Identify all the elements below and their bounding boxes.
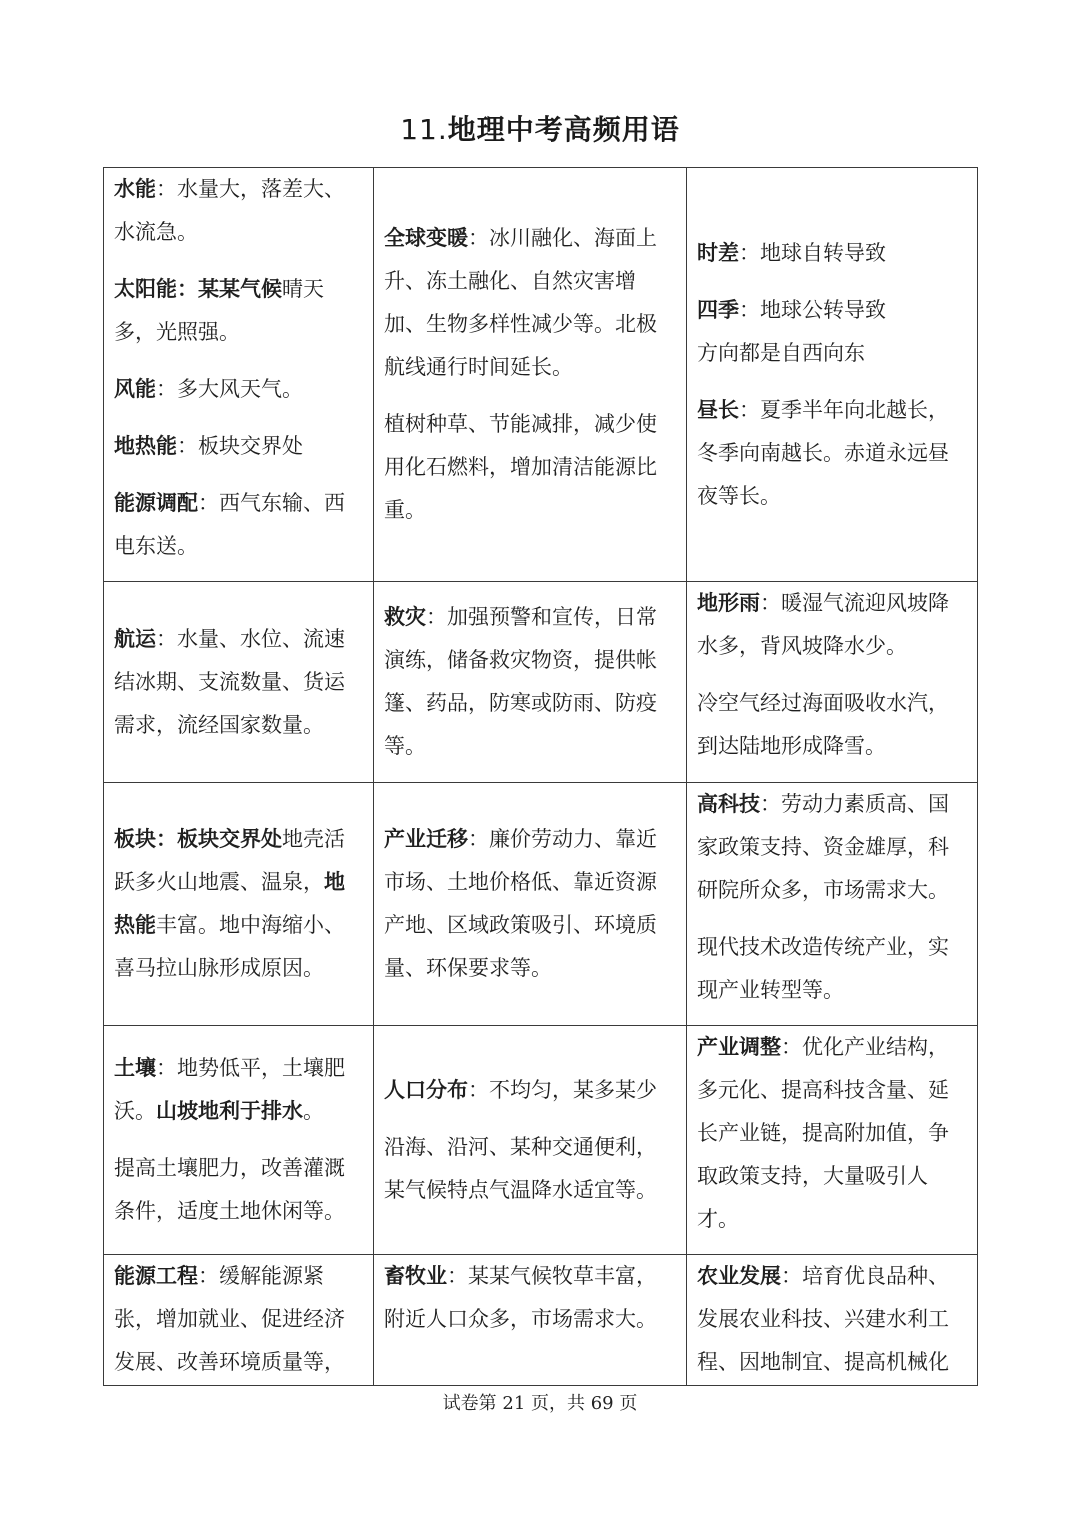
term-text: ：地势低平，土壤肥沃。: [114, 1056, 345, 1123]
cell-paragraph: [114, 268, 363, 354]
cell-paragraph: [114, 1255, 363, 1383]
table-cell: [374, 1255, 687, 1386]
cell-paragraph: [697, 289, 967, 375]
cell-paragraph: [384, 818, 676, 990]
table-cell: [374, 1026, 687, 1255]
term-text: ：缓解能源紧张，增加就业、促进经济发展、改善环境质量等，: [114, 1264, 345, 1374]
cell-paragraph: [384, 1069, 676, 1112]
term-text: ：冰川融化、海面上升、冻土融化、自然灾害增加、生物多样性减少等。北极航线通行时间延长。: [384, 226, 657, 379]
term-keyword: 地形雨: [697, 591, 760, 615]
term-text: ：廉价劳动力、靠近市场、土地价格低、靠近资源产地、区域政策吸引、环境质量、环保要求等。: [384, 827, 657, 980]
cell-paragraph: [114, 168, 363, 254]
term-keyword: 航运: [114, 626, 156, 651]
term-keyword: 时差: [697, 240, 739, 265]
term-keyword: 风能: [114, 377, 156, 401]
table-cell: [104, 168, 374, 582]
term-text: ：西气东输、西电东送。: [114, 491, 345, 558]
table-row: [104, 168, 978, 582]
page-footer: 试卷第 21 页，共 69 页: [442, 1393, 638, 1414]
term-keyword: 地热能: [114, 434, 177, 458]
table-cell: [104, 1026, 374, 1255]
cell-paragraph: [114, 482, 363, 568]
cell-paragraph: [114, 1147, 363, 1233]
term-text: 冷空气经过海面吸收水汽，到达陆地形成降雪。: [697, 691, 949, 758]
term-keyword: 农业发展: [697, 1264, 781, 1288]
term-text: ：板块交界处: [177, 434, 303, 458]
table-cell: [687, 783, 978, 1026]
term-keyword: 太阳能：某某气候: [114, 277, 282, 301]
term-text: 提高土壤肥力，改善灌溉条件，适度土地休闲等。: [114, 1156, 345, 1223]
table-row: [104, 783, 978, 1026]
page-title: [0, 108, 1080, 152]
cell-paragraph: [697, 582, 967, 668]
term-text: ：培育优良品种、发展农业科技、兴建水利工程、因地制宜、提高机械化: [697, 1264, 949, 1374]
term-keyword: 四季: [697, 297, 739, 322]
term-keyword: 能源调配: [114, 491, 198, 515]
term-text: ：水量大，落差大、水流急。: [114, 177, 345, 244]
term-keyword: 山坡地利于排水: [156, 1099, 303, 1123]
table-row: [104, 1255, 978, 1386]
cell-paragraph: [384, 217, 676, 389]
term-text: 晴天多，光照强。: [114, 277, 324, 344]
title-number: 11.: [400, 113, 448, 146]
cell-paragraph: [697, 783, 967, 912]
term-text: ：某某气候牧草丰富，附近人口众多，市场需求大。: [384, 1264, 657, 1331]
term-keyword: 能源工程: [114, 1264, 198, 1288]
term-keyword: 产业调整: [697, 1035, 781, 1059]
term-text: ：夏季半年向北越长，冬季向南越长。赤道永远昼夜等长。: [697, 397, 949, 508]
table-cell: [687, 168, 978, 582]
table-cell: [104, 1255, 374, 1386]
term-text: 丰富。地中海缩小、喜马拉山脉形成原因。: [114, 913, 345, 980]
term-text: 方向都是自西向东: [697, 340, 865, 365]
term-keyword: 全球变暖: [384, 226, 468, 250]
term-text: ：劳动力素质高、国家政策支持、资金雄厚，科研院所众多，市场需求大。: [697, 792, 949, 902]
term-keyword: 昼长: [697, 397, 739, 422]
term-keyword: 板块：板块交界处: [114, 827, 282, 851]
table-cell: [374, 783, 687, 1026]
term-text: 植树种草、节能减排，减少使用化石燃料，增加清洁能源比重。: [384, 412, 657, 522]
cell-paragraph: [384, 1126, 676, 1212]
term-text: ：地球公转导致: [739, 297, 886, 322]
term-keyword: 人口分布: [384, 1077, 468, 1102]
cell-paragraph: [114, 1047, 363, 1133]
cell-paragraph: [697, 1026, 967, 1241]
term-keyword: 水能: [114, 177, 156, 201]
term-text: ：不均匀，某多某少: [468, 1077, 657, 1102]
term-keyword: 土壤: [114, 1056, 156, 1080]
cell-paragraph: [384, 1255, 676, 1341]
table-cell: [374, 168, 687, 582]
term-text: 地壳活跃多火山地震、温泉，: [114, 827, 345, 894]
term-keyword: 高科技: [697, 792, 760, 816]
term-keyword: 畜牧业: [384, 1264, 447, 1288]
term-keyword: 救灾: [384, 605, 426, 629]
cell-paragraph: [697, 682, 967, 768]
table-cell: [104, 783, 374, 1026]
title-text: 地理中考高频用语: [447, 113, 680, 146]
cell-paragraph: [697, 389, 967, 518]
table-cell: [687, 1255, 978, 1386]
term-keyword: 地热能: [114, 870, 345, 937]
term-text: 现代技术改造传统产业，实现产业转型等。: [697, 935, 949, 1002]
cell-paragraph: [114, 425, 363, 468]
table-cell: [104, 582, 374, 783]
table-cell: [687, 1026, 978, 1255]
table-row: [104, 1026, 978, 1255]
term-text: 沿海、沿河、某种交通便利，某气候特点气温降水适宜等。: [384, 1134, 657, 1202]
cell-paragraph: [384, 403, 676, 532]
cell-paragraph: [697, 926, 967, 1012]
cell-paragraph: [384, 596, 676, 768]
table-cell: [687, 582, 978, 783]
table-row: [104, 582, 978, 783]
terms-table: [103, 167, 978, 1386]
table-cell: [374, 582, 687, 783]
cell-paragraph: [697, 232, 967, 275]
term-text: ：加强预警和宣传，日常演练，储备救灾物资，提供帐篷、药品，防寒或防雨、防疫等。: [384, 605, 657, 758]
term-text: ：优化产业结构，多元化、提高科技含量、延长产业链，提高附加值，争取政策支持，大量吸引人才。: [697, 1035, 949, 1231]
term-text: ：水量、水位、流速结冰期、支流数量、货运需求，流经国家数量。: [114, 626, 345, 737]
term-text: ：多大风天气。: [156, 377, 303, 401]
term-text: ：地球自转导致: [739, 240, 886, 265]
term-keyword: 产业迁移: [384, 827, 468, 851]
cell-paragraph: [114, 818, 363, 990]
term-text: 。: [303, 1099, 324, 1123]
cell-paragraph: [114, 368, 363, 411]
term-text: ：暖湿气流迎风坡降水多，背风坡降水少。: [697, 591, 949, 658]
cell-paragraph: [697, 1255, 967, 1383]
cell-paragraph: [114, 618, 363, 747]
